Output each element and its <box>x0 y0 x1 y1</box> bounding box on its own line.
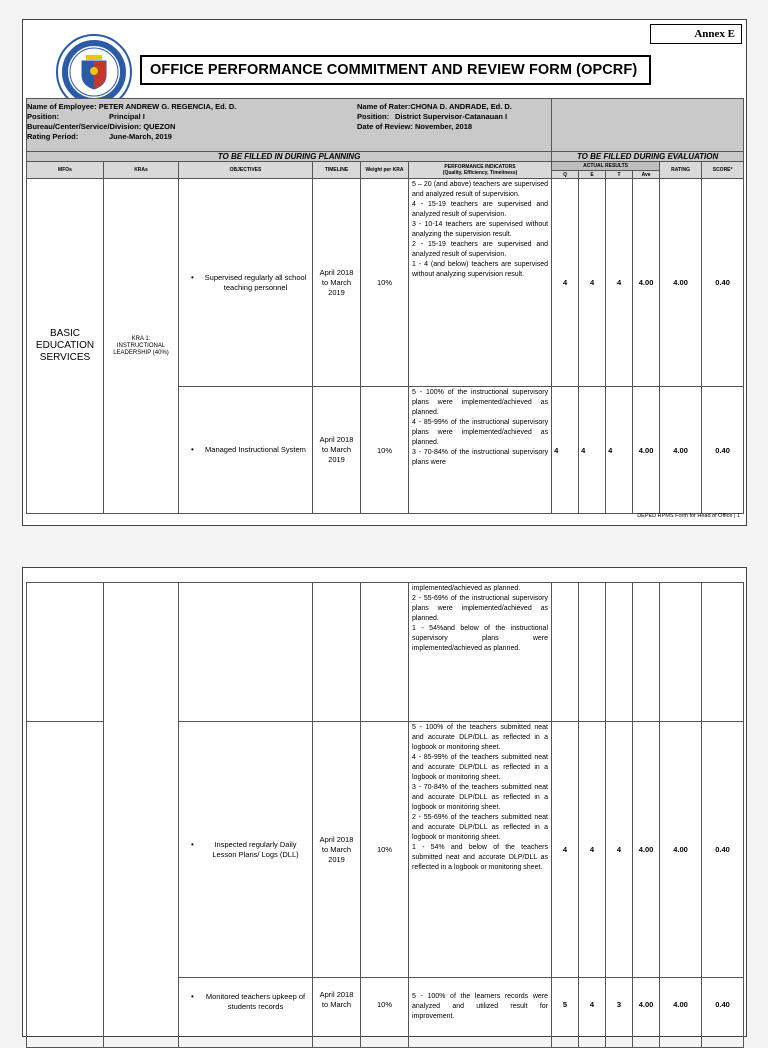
score-cell: 0.40 <box>702 387 744 514</box>
score-cell: 0.40 <box>702 722 744 978</box>
q-cell: 4 <box>552 179 579 387</box>
timeline-cell <box>313 583 361 722</box>
header-mfos: MFOs <box>27 162 104 179</box>
e-cell: 4 <box>579 387 606 514</box>
score-cell: 0.40 <box>702 179 744 387</box>
ave-cell <box>633 583 660 722</box>
form-title: OFFICE PERFORMANCE COMMITMENT AND REVIEW FORM (OPCRF) <box>140 55 651 85</box>
weight-cell: 10% <box>361 179 409 387</box>
rating-cell: 4.00 <box>660 387 702 514</box>
indicators-cell: 5 - 100% of the teachers submitted neat and accurate DLP/DLL as reflected in a logbook or monitoring sheet. 4 - 85-99% of the teachers submitted neat and accurate DLP/DLL as reflected in a logbook or monitoring sheet. 3 - 70-84% of the teachers submitted neat and accurate DLP/DLL as reflected in a logbook or monitoring sheet. 2 - 55-69% of the teachers submitted neat and accurate DLP/DLL as reflected in a logbook or monitoring sheet. 1 - 54% and below of the teachers submitted neat and accurate DLP/DLL as reflected in a logbook or monitoring sheet. <box>409 722 552 978</box>
ave-cell: 4.00 <box>633 978 660 1048</box>
rating-cell: 4.00 <box>660 978 702 1048</box>
header-actual-results: ACTUAL RESULTS <box>552 162 660 171</box>
rating-cell: 4.00 <box>660 179 702 387</box>
rating-cell <box>660 583 702 722</box>
q-cell: 4 <box>552 722 579 978</box>
rating-period: June-March, 2019 <box>109 132 172 141</box>
timeline-cell: April 2018 to March 2019 <box>313 722 361 978</box>
indicators-cell: implemented/achieved as planned. 2 - 55-69% of the instructional supervisory plans were implemented/achieved as planned. 1 - 54%and below of the instructional supervisory plans were implemented/achieved as planned. <box>409 583 552 722</box>
mfo-cell: BASIC EDUCATION SERVICES <box>27 179 104 514</box>
employee-name: PETER ANDREW G. REGENCIA, Ed. D. <box>98 102 237 111</box>
evaluation-info-blank <box>552 99 744 152</box>
ave-cell: 4.00 <box>633 387 660 514</box>
t-cell <box>606 583 633 722</box>
t-cell: 4 <box>606 179 633 387</box>
table-row <box>27 179 744 387</box>
header-q: Q <box>552 171 579 179</box>
score-cell: 0.40 <box>702 978 744 1048</box>
employee-position: Principal I <box>109 112 145 121</box>
employee-info: Name of Employee: PETER ANDREW G. REGENCIA, Ed. D. Name of Rater:CHONA D. ANDRADE, Ed. D. Position: Principal I Position: District Supervisor-Catanauan I Bureau/Center/Service/Division: QUEZON Date of Review: November, 2018 Rating Period: June-March, 2019 <box>27 99 552 152</box>
table-row <box>27 583 744 722</box>
timeline-cell: April 2018 to March 2019 <box>313 387 361 514</box>
objective-cell: • Managed Instructional System <box>179 387 313 514</box>
rater-name: CHONA D. ANDRADE, Ed. D. <box>410 102 512 111</box>
header-kras: KRAs <box>104 162 179 179</box>
header-weight: Weight per KRA <box>361 162 409 179</box>
e-cell: 4 <box>579 978 606 1048</box>
header-ave: Ave <box>633 171 660 179</box>
weight-cell: 10% <box>361 722 409 978</box>
ave-cell: 4.00 <box>633 722 660 978</box>
opcrf-table-continued <box>26 582 744 1048</box>
rater-position: District Supervisor-Catanauan I <box>395 112 508 121</box>
kra-cell <box>104 583 179 1048</box>
indicators-cell: 5 - 100% of the learners records were analyzed and utilized result for improvement. <box>409 978 552 1048</box>
page-footer: DEPED RPMS Form for Head of Office | 1 <box>637 513 740 519</box>
opcrf-table <box>26 98 744 514</box>
bureau-value: QUEZON <box>143 122 176 131</box>
weight-cell: 10% <box>361 978 409 1048</box>
header-objectives: OBJECTIVES <box>179 162 313 179</box>
header-indicators: PERFORMANCE INDICATORS (Quality, Efficiency, Timeliness) <box>409 162 552 179</box>
indicators-cell: 5 – 20 (and above) teachers are supervised and analyzed result of supervision. 4 - 15-19 teachers are supervised and analyzed result of supervision. 3 - 10-14 teachers are supervised without analyzing the supervision result. 2 - 15-19 teachers are supervised and analyzed result of supervision. 1 - 4 (and below) teachers are supervised without analyzing supervision result. <box>409 179 552 387</box>
q-cell: 4 <box>552 387 579 514</box>
annex-label: Annex E <box>650 24 742 44</box>
t-cell: 4 <box>606 387 633 514</box>
mfo-cell <box>27 583 104 722</box>
e-cell <box>579 583 606 722</box>
q-cell <box>552 583 579 722</box>
objective-cell: • Supervised regularly all school teaching personnel <box>179 179 313 387</box>
e-cell: 4 <box>579 722 606 978</box>
timeline-cell: April 2018 to March <box>313 978 361 1048</box>
ave-cell: 4.00 <box>633 179 660 387</box>
indicators-cell: 5 - 100% of the instructional supervisory plans were implemented/achieved as planned. 4 - 85-99% of the instructional supervisory plans were implemented/achieved as planned. 3 - 70-84% of the instructional supervisory plans were <box>409 387 552 514</box>
weight-cell <box>361 583 409 722</box>
weight-cell: 10% <box>361 387 409 514</box>
header-rating: RATING <box>660 162 702 179</box>
planning-band: TO BE FILLED IN DURING PLANNING <box>27 152 552 162</box>
score-cell <box>702 583 744 722</box>
e-cell: 4 <box>579 179 606 387</box>
mfo-cell <box>27 722 104 1048</box>
header-timeline: TIMELINE <box>313 162 361 179</box>
header-e: E <box>579 171 606 179</box>
review-date: November, 2018 <box>414 122 473 131</box>
evaluation-band: TO BE FILLED DURING EVALUATION <box>552 152 744 162</box>
q-cell: 5 <box>552 978 579 1048</box>
objective-cell: • Inspected regularly Daily Lesson Plans/ Logs (DLL) <box>179 722 313 978</box>
header-score: SCORE* <box>702 162 744 179</box>
objective-cell <box>179 583 313 722</box>
form-page-2 <box>22 567 747 1037</box>
form-page-1 <box>22 19 747 526</box>
rating-cell: 4.00 <box>660 722 702 978</box>
objective-cell: • Monitored teachers upkeep of students records <box>179 978 313 1048</box>
kra-cell: KRA 1: INSTRUCTIONAL LEADERSHIP (40%) <box>104 179 179 514</box>
timeline-cell: April 2018 to March 2019 <box>313 179 361 387</box>
header-t: T <box>606 171 633 179</box>
t-cell: 3 <box>606 978 633 1048</box>
t-cell: 4 <box>606 722 633 978</box>
